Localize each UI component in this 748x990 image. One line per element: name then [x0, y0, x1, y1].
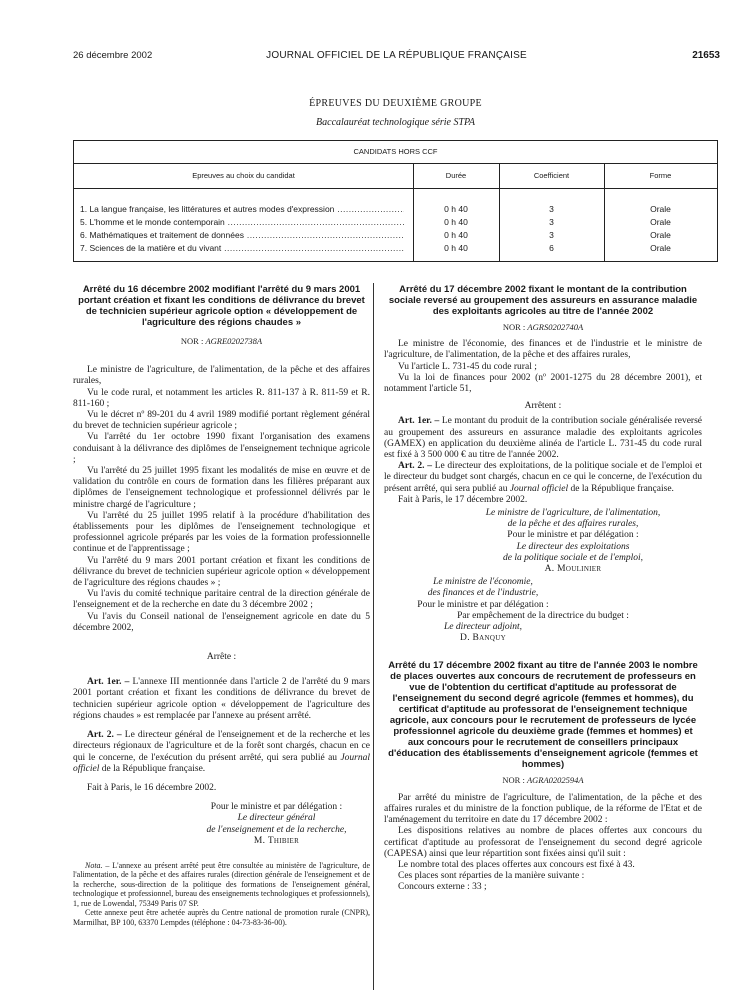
header-date: 26 décembre 2002 — [73, 50, 153, 61]
page-header — [73, 50, 720, 64]
article-1 — [384, 416, 702, 461]
arrete-heading: Arrêtent : — [524, 401, 562, 412]
signature-name: A. Moulinier — [544, 564, 602, 575]
nota-text: – L'annexe au présent arrêté peut être consultée au ministère de l'agriculture, de l'alimentation, de la pêche et des affaires rurales (direction générale de l'enseignement et de la recherche, sous-direction de la politique des formations de l'enseignement général, technologique et professionnel, bureau des enseignements technologiques et professionnels), 1, rue de Lowendal, 75349 Paris 07 SP. — [73, 860, 371, 908]
table-header-epreuves: Epreuves au choix du candidat — [192, 171, 295, 180]
nota-text: Cette annexe peut être achetée auprès du Centre national de promotion rurale (CNPR), Marmilhat, BP 100, 63370 Lempdes (téléphone : 04-73-83-36-00). — [73, 908, 370, 927]
signature-line: Le directeur des exploitations — [516, 541, 630, 552]
table-cell-duree: 0 h 40 — [444, 243, 468, 253]
nor-reference-right-1 — [384, 322, 702, 333]
signature-line: Le ministre de l'agriculture, de l'alimentation, — [485, 508, 661, 519]
header-page-number: 21653 — [692, 50, 720, 61]
table-row — [74, 204, 717, 217]
paragraph: Vu la loi de finances pour 2002 (nº 2001-1275 du 28 décembre 2001), et notamment l'article 51, — [384, 372, 702, 395]
signature-line: Le directeur général — [237, 813, 316, 824]
paragraph: Vu le décret nº 89-201 du 4 avril 1989 modifié portant règlement général du brevet de technicien supérieur agricole ; — [73, 410, 370, 432]
table-header-forme: Forme — [649, 171, 672, 180]
table-cell-coefficient: 3 — [549, 230, 554, 240]
journal-officiel-ref: Journal officiel — [509, 483, 569, 494]
table-divider — [74, 163, 717, 164]
article-label: Art. 1er. – — [398, 416, 440, 427]
table-cell-epreuve: 6. Mathématiques et traitement de données ..... — [80, 230, 404, 240]
nor-code: AGRE0202738A — [205, 336, 263, 346]
signature-line: des finances et de l'industrie, — [427, 588, 539, 599]
table-cell-duree: 0 h 40 — [444, 204, 468, 214]
table-cell-epreuve: 1. La langue française, les littératures et autres modes d'expression ..... — [80, 204, 404, 214]
paragraph: Vu l'article L. 731-45 du code rural ; — [398, 361, 537, 372]
table-row — [74, 230, 717, 243]
article-text: L'annexe III mentionnée dans l'article 2 de l'arrêté du 9 mars 2001 portant création et fixant les conditions de délivrance du brevet de technicien supérieur agricole option « développement de l'agriculture des régions chaudes » est remplacée par l'annexe au présent arrêté. — [73, 677, 370, 721]
paragraph: Le nombre total des places offertes aux concours est fixé à 43. — [398, 859, 635, 870]
table-cell-epreuve: 7. Sciences de la matière et du vivant ..... — [80, 243, 404, 253]
table-row — [74, 217, 717, 230]
paragraph: Vu l'arrêté du 1er octobre 1990 fixant l'organisation des examens conduisant à la délivrance des diplômes de l'enseignement technique agricole ; — [73, 432, 370, 465]
article-1 — [73, 677, 370, 722]
nota-block — [73, 861, 370, 928]
date-line: Fait à Paris, le 16 décembre 2002. — [87, 782, 217, 793]
signature-line: Pour le ministre et par délégation : — [417, 599, 549, 610]
paragraph: Ces places sont réparties de la manière suivante : — [398, 871, 585, 882]
table-cell-forme: Orale — [650, 243, 671, 253]
paragraph: Vu l'avis du Conseil national de l'enseignement agricole en date du 5 décembre 2002, — [73, 611, 370, 633]
article-title-right-1: Arrêté du 17 décembre 2002 fixant le montant de la contribution sociale reversé au groupement des assureurs en assurance maladie des exploitants agricoles au titre de l'année 2002 — [388, 284, 698, 317]
article-text: Le directeur général de l'enseignement et de la recherche et les directeurs régionaux de l'agriculture et de la forêt sont chargés, chacun en ce qui le concerne, de l'exécution du présent arrêté, qui sera publié au — [73, 730, 370, 763]
table-divider — [74, 188, 717, 189]
column-separator — [373, 283, 374, 990]
section-subtitle: Baccalauréat technologique série STPA — [316, 117, 475, 128]
section-title: ÉPREUVES DU DEUXIÈME GROUPE — [309, 98, 482, 109]
nor-reference-left — [73, 336, 370, 347]
article-2 — [384, 461, 702, 495]
signature-line: de l'enseignement et de la recherche, — [206, 824, 347, 835]
article-label: Art. 2. – — [87, 730, 122, 741]
nor-code: AGRA0202594A — [526, 775, 584, 786]
signature-name: D. Banquy — [460, 633, 506, 644]
article-text: Le directeur des exploitations, de la politique sociale et de l'emploi et le directeur du budget sont chargés, chacun en ce qui le concerne, de l'exécution du présent arrêté, qui sera publié au — [384, 461, 702, 494]
nota-label: Nota. — [85, 860, 103, 870]
arrete-heading: Arrête : — [206, 652, 237, 663]
nor-label: NOR : — [502, 775, 525, 786]
article-text: de la République française. — [570, 483, 674, 494]
table-row — [74, 243, 717, 256]
paragraph: Vu le code rural, et notamment les articles R. 811-137 à R. 811-59 et R. 811-160 ; — [73, 387, 370, 409]
paragraph: Vu l'avis du comité technique paritaire central de la direction générale de l'enseignement et de la recherche en date du 3 décembre 2002 ; — [73, 589, 370, 611]
signature-line: de la pêche et des affaires rurales, — [507, 519, 639, 530]
nor-code: AGRS0202740A — [527, 322, 584, 332]
paragraph: Le ministre de l'agriculture, de l'alimentation, de la pêche et des affaires rurales, — [73, 365, 370, 387]
table-cell-forme: Orale — [650, 230, 671, 240]
article-2 — [73, 730, 370, 775]
journal-officiel-ref: Journal officiel — [73, 752, 370, 774]
signature-line: Pour le ministre et par délégation : — [507, 530, 639, 541]
exam-table — [73, 140, 718, 262]
article-title-left: Arrêté du 16 décembre 2002 modifiant l'arrêté du 9 mars 2001 portant création et fixant les conditions de délivrance du brevet de technicien supérieur agricole option « développement de l'agriculture des régions chaudes » — [78, 284, 365, 328]
table-cell-duree: 0 h 40 — [444, 230, 468, 240]
paragraph: Les dispositions relatives au nombre de places offertes aux concours du certificat d'aptitude au professorat de l'enseignement du second degré agricole (CAPESA) ainsi que leur répartition sont fixées ainsi qu'il suit : — [384, 826, 702, 859]
table-cell-coefficient: 3 — [549, 204, 554, 214]
paragraph: Vu l'arrêté du 25 juillet 1995 relatif à la procédure d'habilitation des établissements pour les diplômes de l'enseignement technologique et professionnel agricole préparés par les voies de la formation professionnelle continue et de l'apprentissage ; — [73, 510, 370, 555]
signature-line: Pour le ministre et par délégation : — [210, 802, 343, 813]
table-cell-coefficient: 6 — [549, 243, 554, 253]
table-cell-duree: 0 h 40 — [444, 217, 468, 227]
nor-label: NOR : — [502, 322, 526, 332]
table-cell-forme: Orale — [650, 217, 671, 227]
paragraph: Par arrêté du ministre de l'agriculture, de l'alimentation, de la pêche et des affaires rurales et du ministre de la fonction publique, de la réforme de l'Etat et de l'aménagement du territoire en date du 17 décembre 2002 : — [384, 792, 702, 826]
nor-label: NOR : — [180, 336, 204, 346]
left-column — [73, 284, 370, 927]
article-text: Le montant du produit de la contribution sociale généralisée reversé au groupement des assureurs en assurance maladie des exploitants agricoles (GAMEX) en application du deuxième alinéa de l'article L. 731-45 du code rural est fixé à 3 500 000 € au titre de l'année 2002. — [384, 416, 702, 461]
table-caption: CANDIDATS HORS CCF — [353, 147, 438, 156]
paragraph: Vu l'arrêté du 25 juillet 1995 fixant les modalités de mise en œuvre et de validation du contrôle en cours de formation dans les filières préparant aux diplômes de l'enseignement technologique et professionnel délivrés par le ministre chargé de l'agriculture ; — [73, 466, 370, 510]
article-title-right-2: Arrêté du 17 décembre 2002 fixant au titre de l'année 2003 le nombre de places ouvertes aux concours de recrutement de professeurs en vue de l'obtention du certificat d'aptitude au professorat de l'enseignement du second degré agricole (femmes et hommes), du certificat d'aptitude au professorat de l'enseignement technique agricole, aux concours pour le recrutement de professeurs de lycée professionnel agricole du deuxième grade (femmes et hommes) et aux concours pour le recrutement de conseillers principaux d'éducation des établissements d'enseignement agricole (femmes et hommes) — [388, 660, 698, 771]
paragraph: Le ministre de l'économie, des finances et de l'industrie et le ministre de l'agriculture, de l'alimentation, de la pêche et des affaires rurales, — [384, 339, 702, 361]
table-header-coefficient: Coefficient — [533, 171, 570, 180]
table-cell-forme: Orale — [650, 204, 671, 214]
paragraph: Concours externe : 33 ; — [398, 882, 487, 893]
signature-name: M. Thibier — [253, 835, 300, 846]
date-line: Fait à Paris, le 17 décembre 2002. — [398, 494, 528, 505]
table-header-duree: Durée — [445, 171, 467, 180]
nor-reference-right-2 — [384, 775, 702, 786]
signature-line: Le ministre de l'économie, — [433, 577, 533, 588]
table-cell-epreuve: 5. L'homme et le monde contemporain ..... — [80, 217, 404, 227]
header-journal-title: JOURNAL OFFICIEL DE LA RÉPUBLIQUE FRANÇAISE — [266, 50, 527, 61]
article-label: Art. 2. – — [398, 461, 432, 472]
table-cell-coefficient: 3 — [549, 217, 554, 227]
right-column — [384, 284, 702, 894]
paragraph: Vu l'arrêté du 9 mars 2001 portant création et fixant les conditions de délivrance du brevet de technicien supérieur agricole option « développement de l'agriculture des régions chaudes » ; — [73, 555, 370, 589]
article-text: de la République française. — [101, 763, 206, 774]
signature-line: de la politique sociale et de l'emploi, — [502, 552, 643, 563]
signature-line: Le directeur adjoint, — [443, 622, 522, 633]
signature-line: Par empêchement de la directrice du budget : — [457, 610, 629, 621]
article-label: Art. 1er. – — [87, 677, 130, 688]
